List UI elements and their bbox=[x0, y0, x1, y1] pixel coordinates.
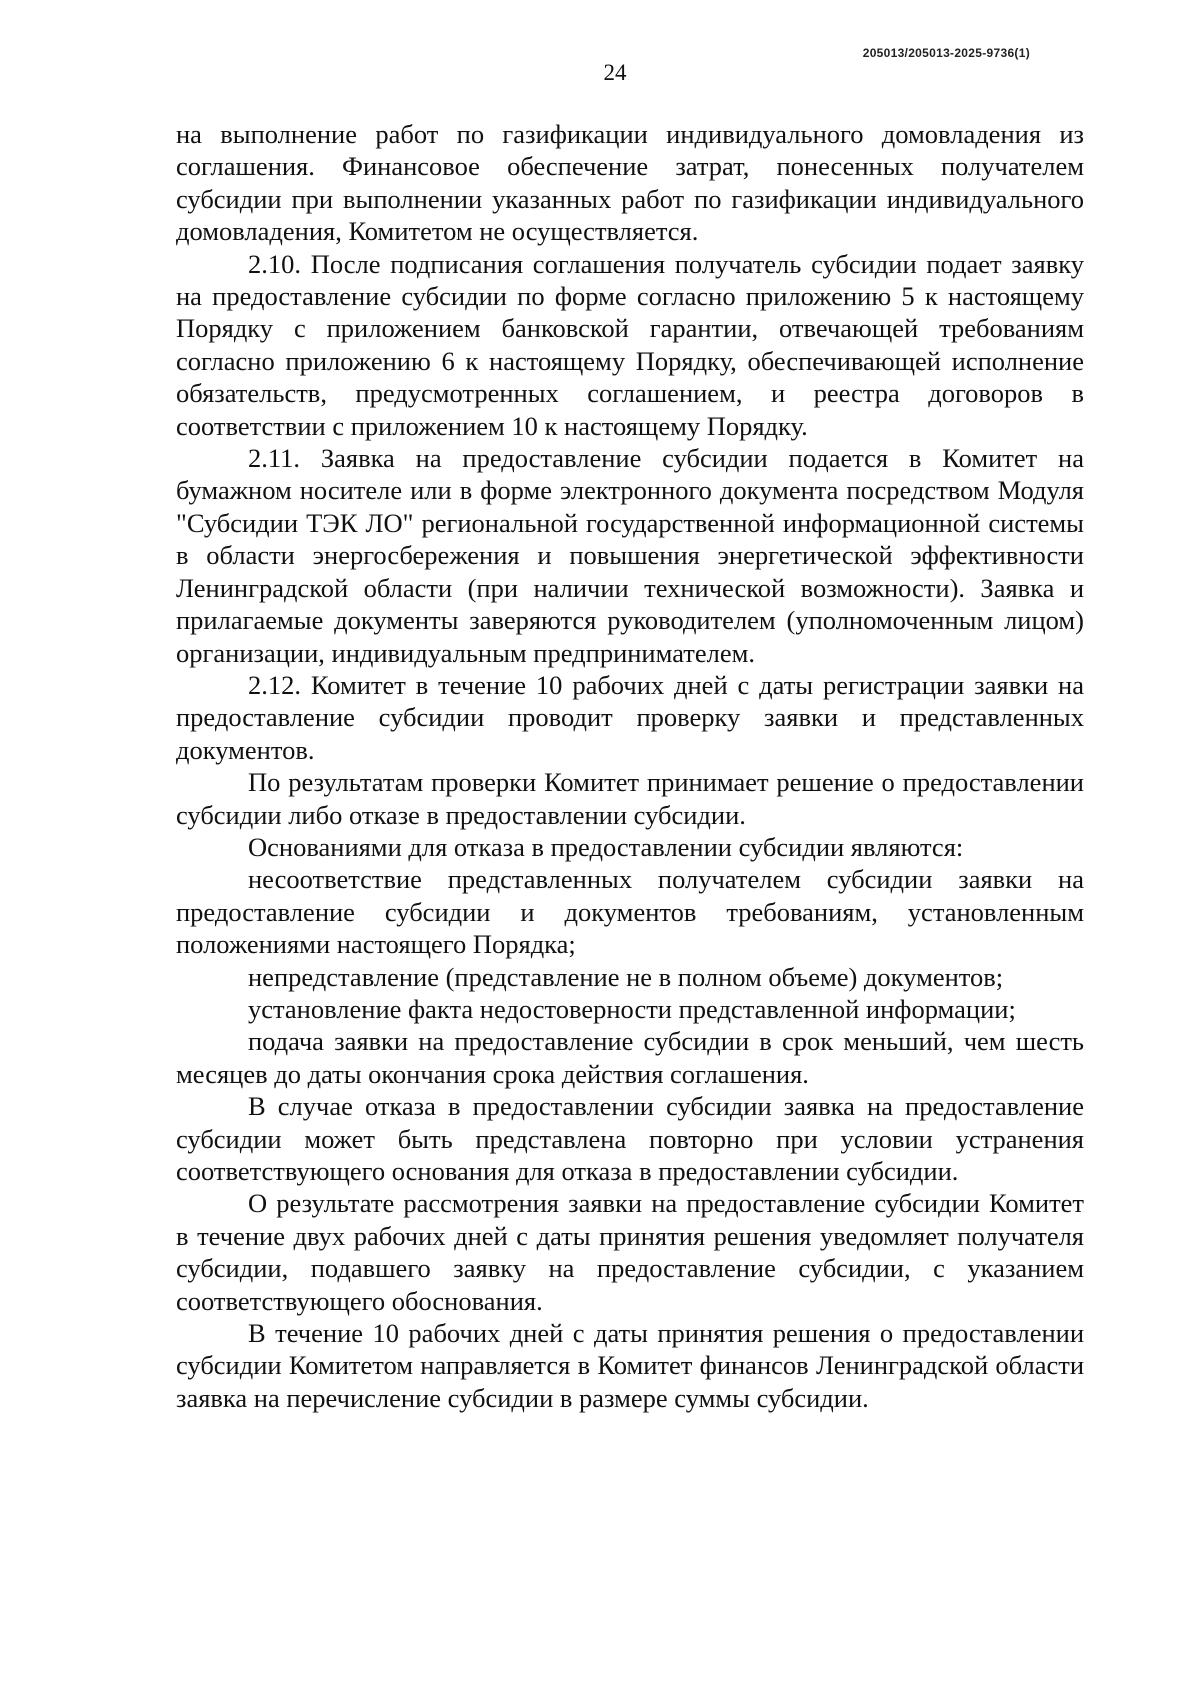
paragraph: Основаниями для отказа в предоставлении субсидии являются: bbox=[248, 831, 964, 862]
paragraph: непредставление (представление не в полном объеме) документов; bbox=[248, 961, 1004, 992]
paragraph: 2.10. После подписания соглашения получатель субсидии подает заявку на предоставление субсидии по форме согласно приложению 5 к настоящему Порядку с приложением банковской гарантии, отвечающей требованиям согласно приложению 6 к настоящему Порядку, обеспечивающей исполнение обязательств, предусмотренных соглашением, и реестра договоров в соответствии с приложением 10 к настоящему Порядку. bbox=[176, 248, 1084, 441]
paragraph: В течение 10 рабочих дней с даты принятия решения о предоставлении субсидии Комитетом направляется в Комитет финансов Ленинградской области заявка на перечисление субсидии в размере суммы субсидии. bbox=[176, 1318, 1084, 1413]
paragraph: О результате рассмотрения заявки на предоставление субсидии Комитет в течение двух рабочих дней с даты принятия решения уведомляет получателя субсидии, подавшего заявку на предоставление субсидии, с указанием соответствующего обоснования. bbox=[176, 1188, 1084, 1316]
paragraph: несоответствие представленных получателем субсидии заявки на предоставление субсидии и документов требованиям, установленным положениями настоящего Порядка; bbox=[176, 864, 1084, 960]
document-body bbox=[176, 118, 1084, 1414]
paragraph: 2.12. Комитет в течение 10 рабочих дней с даты регистрации заявки на предоставление субсидии проводит проверку заявки и представленных документов. bbox=[176, 669, 1084, 765]
paragraph: 2.11. Заявка на предоставление субсидии подается в Комитет на бумажном носителе или в форме электронного документа посредством Модуля "Субсидии ТЭК ЛО" региональной государственной информационной системы в области энергосбережения и повышения энергетической эффективности Ленинградской области (при наличии технической возможности). Заявка и прилагаемые документы заверяются руководителем (уполномоченным лицом) организации, индивидуальным предпринимателем. bbox=[176, 443, 1084, 668]
paragraph: По результатам проверки Комитет принимает решение о предоставлении субсидии либо отказе в предоставлении субсидии. bbox=[176, 767, 1084, 830]
paragraph: В случае отказа в предоставлении субсидии заявка на предоставление субсидии может быть представлена повторно при условии устранения соответствующего основания для отказа в предоставлении субсидии. bbox=[176, 1091, 1084, 1186]
document-id: 205013/205013-2025-9736(1) bbox=[862, 46, 1030, 60]
paragraph: на выполнение работ по газификации индивидуального домовладения из соглашения. Финансовое обеспечение затрат, понесенных получателем субсидии при выполнении указанных работ по газификации индивидуального домовладения, Комитетом не осуществляется. bbox=[176, 119, 1084, 247]
page-number: 24 bbox=[603, 60, 627, 85]
paragraph: установление факта недостоверности представленной информации; bbox=[248, 993, 1016, 1024]
paragraph: подача заявки на предоставление субсидии в срок меньший, чем шесть месяцев до даты окончания срока действия соглашения. bbox=[176, 1026, 1084, 1089]
